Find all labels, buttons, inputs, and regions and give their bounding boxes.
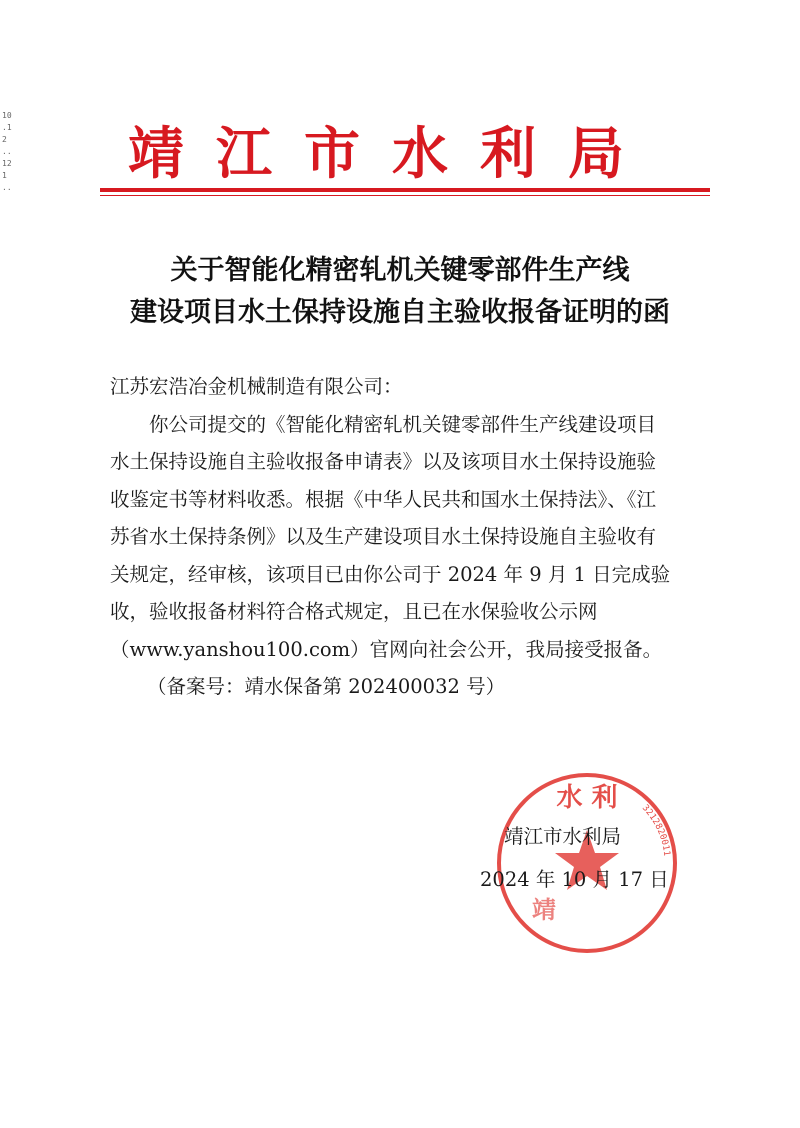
letterhead-title: 靖江市水利局: [128, 121, 656, 187]
paragraph-line: 你公司提交的《智能化精密轧机关键零部件生产线建设项目: [149, 412, 657, 436]
signature-date: 2024 年 10 月 17 日: [480, 868, 669, 891]
signature-org: 靖江市水利局: [504, 825, 622, 848]
letterhead-rule-thin: [100, 195, 710, 196]
addressee: 江苏宏浩冶金机械制造有限公司：: [110, 375, 403, 398]
filing-number: （备案号：靖水保备第 202400032 号）: [147, 675, 506, 698]
seal-side-text: 靖: [532, 895, 556, 924]
paragraph-line: 水土保持设施自主验收报备申请表》以及该项目水土保持设施验: [110, 450, 657, 473]
seal-top-text: 水 利: [556, 783, 618, 813]
paragraph-line: 关规定，经审核，该项目已由你公司于 2024 年 9 月 1 日完成验: [110, 562, 671, 586]
letter-body: [110, 368, 710, 706]
title-line-1: 关于智能化精密轧机关键零部件生产线: [170, 255, 630, 286]
paragraph-line: 收，验收报备材料符合格式规定，且已在水保验收公示网: [110, 600, 598, 623]
scan-margin-marks: 10 .12 ..121 ..: [2, 111, 12, 192]
letterhead-rule-thick: [100, 188, 710, 192]
paragraph-line: 收鉴定书等材料收悉。根据《中华人民共和国水土保持法》、《江: [110, 487, 657, 511]
paragraph-line: 苏省水土保持条例》以及生产建设项目水土保持设施自主验收有: [110, 525, 657, 548]
paragraph-line: （www.yanshou100.com）官网向社会公开，我局接受报备。: [110, 637, 663, 661]
document-title: [60, 250, 740, 334]
signature-block: [480, 815, 680, 901]
main-paragraph: [110, 406, 710, 669]
title-line-2: 建设项目水土保持设施自主验收报备证明的函: [130, 297, 670, 328]
seal-number-path: 3212820011: [639, 803, 672, 857]
